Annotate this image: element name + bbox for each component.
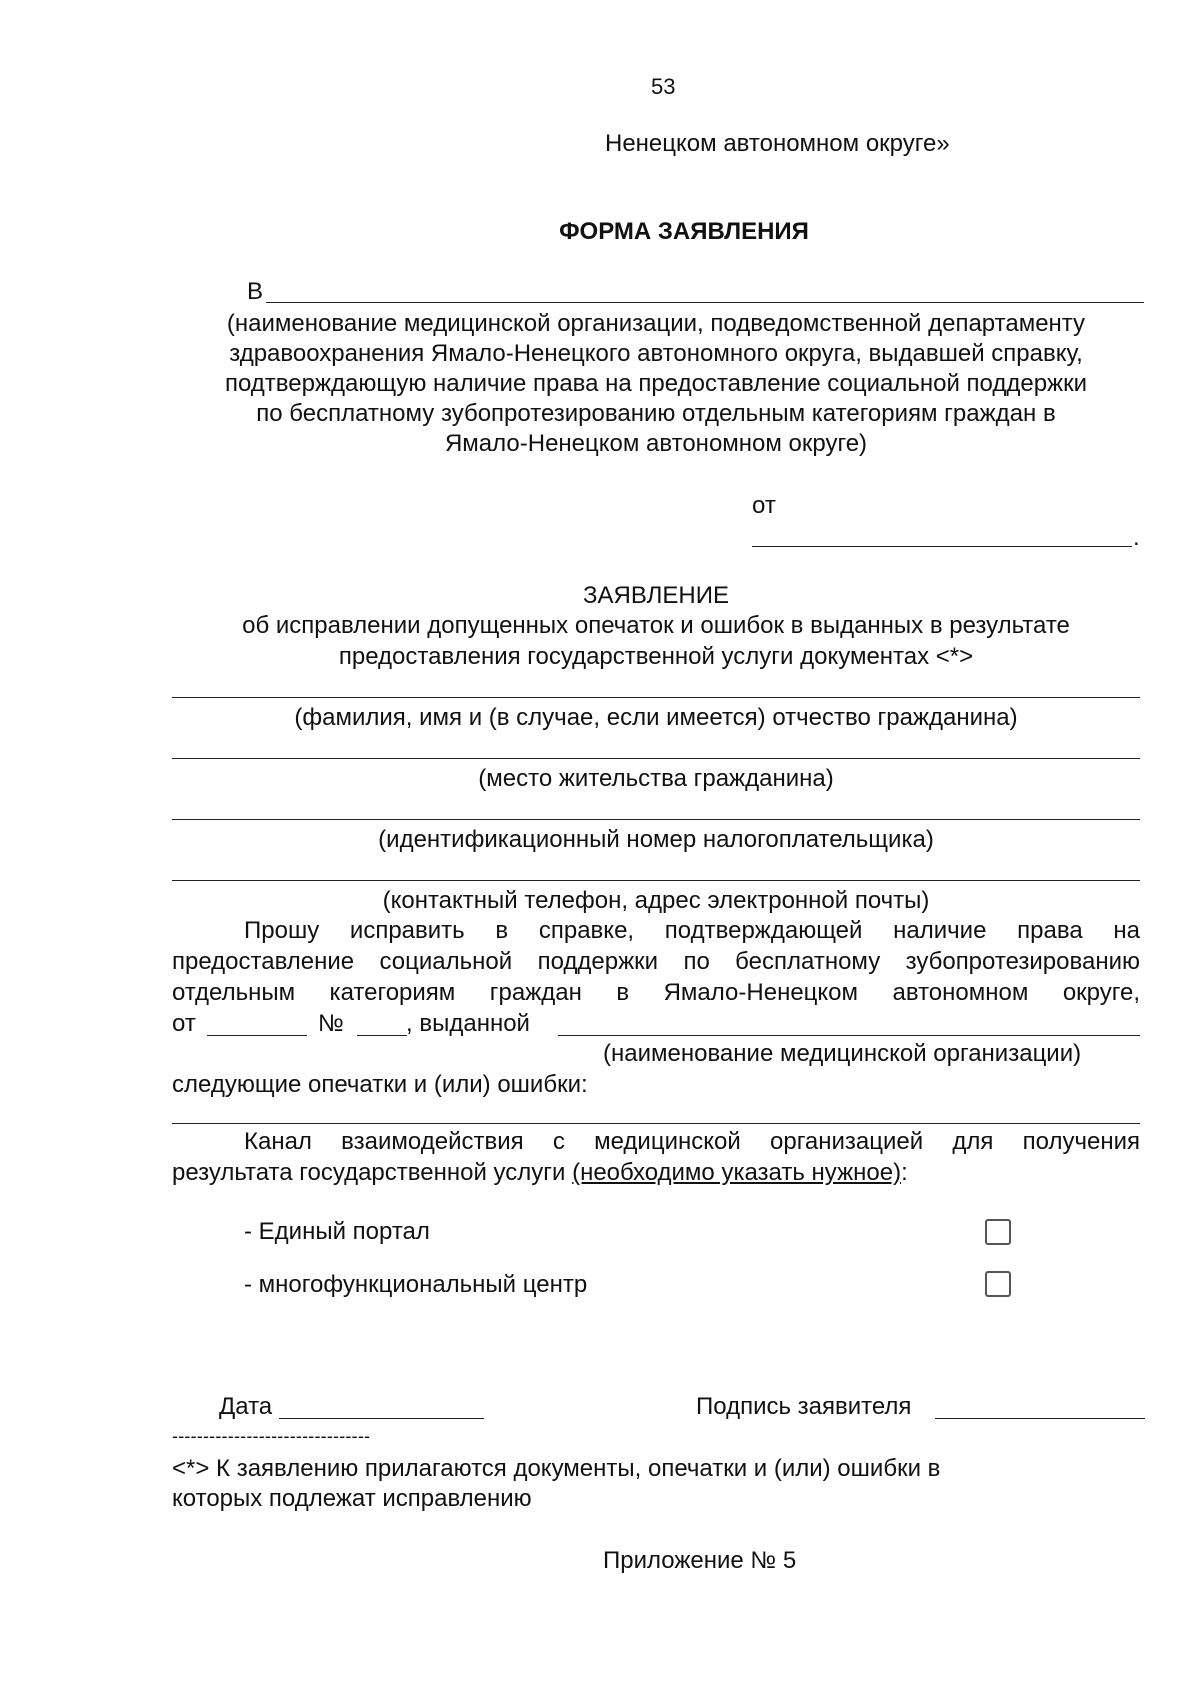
applicant-inn-caption: (идентификационный номер налогоплательщика) bbox=[378, 826, 934, 853]
issued-number-line[interactable] bbox=[357, 1035, 407, 1036]
addressee-caption-line: (наименование медицинской организации, подведомственной департаменту bbox=[226, 310, 1086, 337]
channel-choice-note: (необходимо указать нужное) bbox=[572, 1159, 902, 1186]
signature-line[interactable] bbox=[935, 1418, 1145, 1419]
footnote-separator: -------------------------------- bbox=[172, 1426, 371, 1446]
addressee-prefix: В bbox=[247, 278, 264, 305]
channel-line-2 bbox=[172, 1159, 908, 1187]
from-line[interactable] bbox=[752, 546, 1132, 547]
footnote-line: <*> К заявлению прилагаются документы, опечатки и (или) ошибки в bbox=[172, 1455, 941, 1482]
issued-from-label: от bbox=[172, 1010, 196, 1037]
option-portal-checkbox[interactable] bbox=[985, 1219, 1011, 1245]
footnote-line: которых подлежат исправлению bbox=[172, 1485, 532, 1512]
applicant-name-caption: (фамилия, имя и (в случае, если имеется) отчество гражданина) bbox=[294, 704, 1018, 731]
errors-label: следующие опечатки и (или) ошибки: bbox=[172, 1071, 588, 1098]
form-title: ФОРМА ЗАЯВЛЕНИЯ bbox=[559, 218, 809, 245]
channel-line-2-suffix: : bbox=[901, 1159, 908, 1186]
statement-subtitle-line: об исправлении допущенных опечаток и ошибок в выданных в результате bbox=[242, 612, 1070, 639]
page-number: 53 bbox=[651, 74, 676, 99]
request-line: предоставление социальной поддержки по бесплатному зубопротезированию bbox=[172, 948, 1140, 975]
header-line: Ненецком автономном округе» bbox=[605, 130, 950, 157]
applicant-contact-line[interactable] bbox=[172, 880, 1140, 881]
addressee-line[interactable] bbox=[266, 302, 1144, 303]
request-line: отдельным категориям граждан в Ямало-Ненецком автономном округе, bbox=[172, 979, 1140, 1006]
signature-label: Подпись заявителя bbox=[696, 1393, 912, 1420]
issued-number-label: № bbox=[318, 1010, 344, 1037]
addressee-caption-line: Ямало-Ненецком автономном округе) bbox=[444, 430, 868, 457]
from-label: от bbox=[752, 492, 776, 519]
appendix-label: Приложение № 5 bbox=[603, 1547, 797, 1574]
channel-line-2-prefix: результата государственной услуги bbox=[172, 1159, 573, 1186]
applicant-residence-line[interactable] bbox=[172, 758, 1140, 759]
date-label: Дата bbox=[219, 1393, 273, 1420]
issued-date-line[interactable] bbox=[207, 1035, 307, 1036]
option-mfc-checkbox[interactable] bbox=[985, 1271, 1011, 1297]
statement-title: ЗАЯВЛЕНИЕ bbox=[583, 582, 729, 609]
applicant-contact-caption: (контактный телефон, адрес электронной почты) bbox=[382, 887, 930, 914]
channel-line: Канал взаимодействия с медицинской организацией для получения bbox=[244, 1128, 1140, 1155]
applicant-residence-caption: (место жительства гражданина) bbox=[478, 765, 834, 792]
option-mfc-label: - многофункциональный центр bbox=[244, 1271, 588, 1298]
issued-organization-line[interactable] bbox=[558, 1035, 1140, 1036]
addressee-caption-line: подтверждающую наличие права на предоставление социальной поддержки bbox=[224, 370, 1088, 397]
request-line: Прошу исправить в справке, подтверждающей наличие права на bbox=[244, 917, 1140, 944]
from-line-end: . bbox=[1133, 524, 1140, 551]
date-line[interactable] bbox=[279, 1418, 484, 1419]
applicant-inn-line[interactable] bbox=[172, 819, 1140, 820]
statement-subtitle-line: предоставления государственной услуги документах <*> bbox=[338, 643, 974, 670]
addressee-caption-line: по бесплатному зубопротезированию отдельным категориям граждан в bbox=[256, 400, 1056, 427]
issued-organization-caption: (наименование медицинской организации) bbox=[603, 1040, 1082, 1067]
issued-by-label: , выданной bbox=[406, 1010, 530, 1037]
applicant-name-line[interactable] bbox=[172, 697, 1140, 698]
errors-line[interactable] bbox=[172, 1123, 1140, 1124]
option-portal-label: - Единый портал bbox=[244, 1218, 430, 1245]
addressee-caption-line: здравоохранения Ямало-Ненецкого автономного округа, выдавшей справку, bbox=[229, 340, 1083, 367]
